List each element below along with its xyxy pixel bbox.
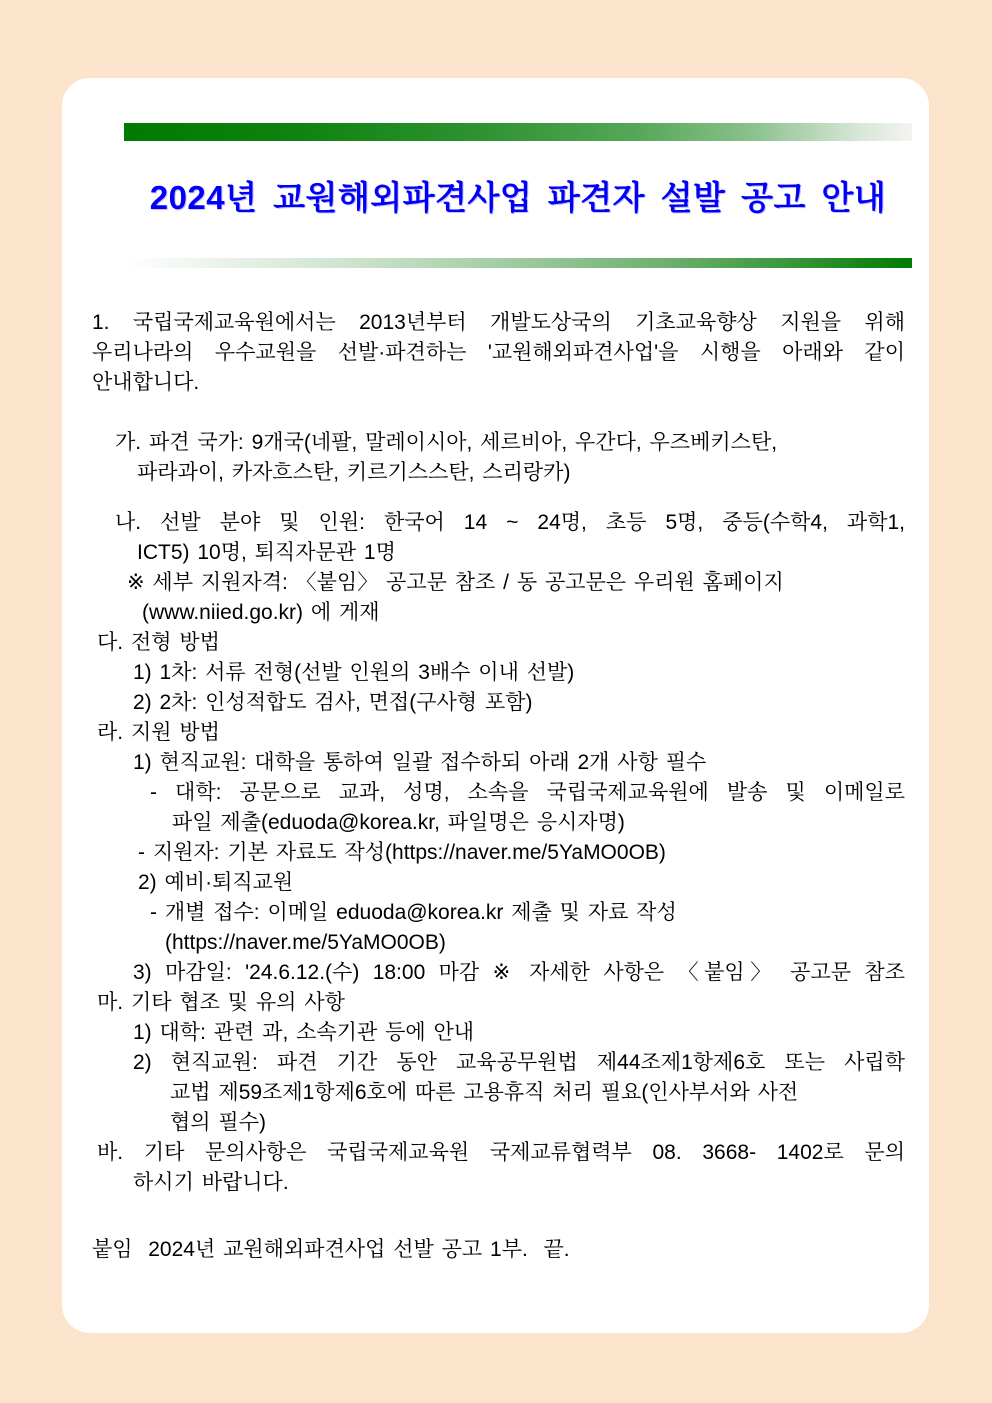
doc-line: (www.niied.go.kr) 에 게재 (142, 601, 380, 624)
document-card (62, 78, 929, 1333)
doc-line: 교법 제59조제1항제6호에 따른 고용휴직 처리 필요(인사부서와 사전 (170, 1081, 799, 1104)
doc-line: 2) 예비·퇴직교원 (138, 871, 294, 894)
line-spacer (92, 488, 905, 508)
doc-line: (https://naver.me/5YaMO0OB) (165, 931, 446, 954)
doc-line: 1. 국립국제교육원에서는 2013년부터 개발도상국의 기초교육향상 지원을 위해 (92, 311, 905, 334)
top-gradient-bar (124, 123, 912, 141)
doc-line: 안내합니다. (92, 371, 200, 394)
doc-line: 파라과이, 카자흐스탄, 키르기스스탄, 스리랑카) (137, 461, 571, 484)
doc-line: 3) 마감일: '24.6.12.(수) 18:00 마감 ※ 자세한 사항은 〈붙임〉 공고문 참조 (133, 961, 905, 984)
doc-line: 나. 선발 분야 및 인원: 한국어 14 ~ 24명, 초등 5명, 중등(수학4, 과학1, (115, 511, 905, 534)
doc-line: 협의 필수) (170, 1111, 266, 1134)
doc-line: - 대학: 공문으로 교과, 성명, 소속을 국립국제교육원에 발송 및 이메일로 (150, 781, 905, 804)
bottom-gradient-bar (124, 258, 912, 268)
line-spacer (92, 1198, 905, 1235)
doc-line: 1) 대학: 관련 과, 소속기관 등에 안내 (133, 1021, 475, 1044)
doc-line: 우리나라의 우수교원을 선발·파견하는 '교원해외파견사업'을 시행을 아래와 같이 (92, 341, 905, 364)
doc-line: 바. 기타 문의사항은 국립국제교육원 국제교류협력부 08. 3668- 1402로 문의 (97, 1141, 905, 1164)
doc-line: 파일 제출(eduoda@korea.kr, 파일명은 응시자명) (172, 811, 625, 834)
header-band (124, 123, 912, 268)
line-spacer (92, 398, 905, 428)
doc-body (92, 308, 905, 1265)
document-title: 2024년 교원해외파견사업 파견자 설발 공고 안내 (149, 179, 887, 216)
doc-line: 2) 현직교원: 파견 기간 동안 교육공무원법 제44조제1항제6호 또는 사립학 (133, 1051, 905, 1074)
doc-line: 붙임 2024년 교원해외파견사업 선발 공고 1부. 끝. (92, 1238, 570, 1261)
doc-line: 가. 파견 국가: 9개국(네팔, 말레이시아, 세르비아, 우간다, 우즈베키스탄, (115, 431, 778, 454)
doc-line: - 개별 접수: 이메일 eduoda@korea.kr 제출 및 자료 작성 (150, 901, 677, 924)
doc-line: 2) 2차: 인성적합도 검사, 면접(구사형 포함) (133, 691, 533, 714)
doc-line: ICT5) 10명, 퇴직자문관 1명 (137, 541, 396, 564)
doc-line: ※ 세부 지원자격: 〈붙임〉 공고문 참조 / 동 공고문은 우리원 홈페이지 (127, 571, 784, 594)
doc-line: 1) 1차: 서류 전형(선발 인원의 3배수 이내 선발) (133, 661, 575, 684)
doc-line: 다. 전형 방법 (97, 631, 220, 654)
doc-line: 마. 기타 협조 및 유의 사항 (97, 991, 345, 1014)
doc-line: - 지원자: 기본 자료도 작성(https://naver.me/5YaMO0OB) (138, 841, 666, 864)
doc-line: 하시기 바랍니다. (133, 1171, 289, 1194)
doc-line: 1) 현직교원: 대학을 통하여 일괄 접수하되 아래 2개 사항 필수 (133, 751, 707, 774)
doc-line: 라. 지원 방법 (97, 721, 220, 744)
